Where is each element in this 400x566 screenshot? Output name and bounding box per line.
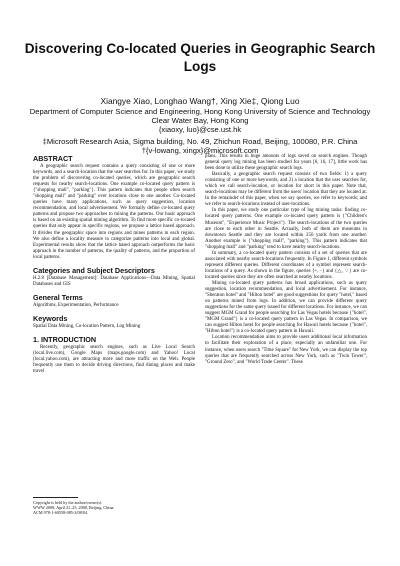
paragraph: Basically, a geographic search request consists of two fields: 1) a query consisting of one or more keywords, and 2) a location that the user searches for, which we call search-location, or location for short in this paper. Note that, search-locations may be different from the users' location that they are located at. In the remainder of this paper, when we say queries, we refer to keywords; and we refer to search-locations instead of user-locations. <box>205 172 367 208</box>
author-names: Xiangye Xiao, Longhao Wang†, Xing Xie‡, Qiong Luo <box>100 96 300 106</box>
affiliation-1: Department of Computer Science and Engineering, Hong Kong University of Science and Technology <box>29 107 371 116</box>
conference-line: WWW 2008, April 21–25, 2008, Beijing, China. <box>33 505 115 511</box>
introduction-text: Recently, geographic search engines, such as Live Local Search (local.live.com), Google Maps (maps.google.com) and Yahoo! Local (local.yahoo.com), are attracting more and more traffic on the Web. People frequently use them to decide driving directions, find dining places and make travel <box>33 344 195 375</box>
keywords-heading: Keywords <box>33 313 68 323</box>
copyright-notice <box>33 497 195 516</box>
general-terms-text: Algorithms, Experimentation, Performance <box>33 302 119 308</box>
general-terms-heading: General Terms <box>33 292 83 302</box>
paper-title: Discovering Co-located Queries in Geographic Search Logs <box>24 41 376 74</box>
categories-text: H.2.8 [Database Management]: Database Applications—Data Mining, Spatial Databases and GIS <box>33 275 195 287</box>
footnote-rule <box>33 497 78 498</box>
keywords-text: Spatial Data Mining, Co-location Pattern, Log Mining <box>33 323 141 329</box>
paragraph: Mining co-located query patterns has broad applications, such as query suggestion, location recommendation, and local advertisement. For instance, "Sheraton hotel" and "Hilton hotel" are good suggestions for query "hotel," based on patterns mined from logs. In addition, we can provide different query suggestions for the same query issued for different locations. For instance, we can suggest MGM Grand for people searching for Las Vegas hotels because {"hotel", "MGM Grand"} is a co-located query pattern in Las Vegas. In comparison, we can suggest Hilton hotel for people searching for Hawaii hotels because {"hotel", "Hilton hotel"} is a co-located query pattern in Hawaii. <box>205 280 367 335</box>
paragraph: Location recommendation aims to provide users additional local information to facilitate their exploration of a place, especially an unfamiliar one. For instance, when users search "Time Square" for New York, we can display the top queries that are frequently searched across New York, such as "Twin Tower", "Ground Zero", and "World Trade Center". These <box>205 335 367 365</box>
paragraph: In this paper, we study one particular type of log mining tasks: finding co-located query patterns. One example co-located query pattern is {"Children's Museum", "Experience Music Project"}. The search-locations of the two queries are close to each other in Seattle. Actually, both of them are museums in downtown Seattle and they are located within 250 yards from one another. Another example is {"shopping mall", "parking"}. This pattern indicates that "shopping mall" and "parking" tend to have nearby search-locations. <box>205 208 367 250</box>
abstract-heading: ABSTRACT <box>33 154 73 163</box>
right-column <box>205 154 367 366</box>
copyright-line: Copyright is held by the author/owner(s). <box>33 500 103 505</box>
acm-line: ACM 978-1-60558-085-2/08/04. <box>33 510 89 516</box>
affiliation-2-email: †{v-lowang, xingx}@microsoft.com <box>141 145 259 155</box>
affiliation-1-address: Clear Water Bay, Hong Kong <box>151 116 249 126</box>
categories-heading: Categories and Subject Descriptors <box>33 265 155 275</box>
paragraph: plans. This results in huge amounts of logs saved on search engines. Though general query log mining has been studied for years [6, 16, 17], little work has been done to utilize these geographic search logs. <box>205 154 367 172</box>
introduction-heading: 1. INTRODUCTION <box>33 334 97 344</box>
paragraph: In summary, a co-located query pattern consists of a set of queries that are associated with nearby search-locations frequently. In Figure 1, different symbols represent different queries. Different coordinates of a symbol represent search-locations of a query. As shown in the figure, queries {+, ◦} and {△, ♢} are co-located queries since they are often searched at nearby locations. <box>205 250 367 280</box>
affiliation-1-email: {xiaoxy, luo}@cse.ust.hk <box>158 125 242 135</box>
author-block <box>20 96 380 155</box>
abstract-text: A geographic search request contains a query consisting of one or more keywords, and a search-location that the user searches for. In this paper, we study the problem of discovering co-located queries, which are geographic search requests for nearby search-locations. One example co-located query pattern is {"shopping mall", "parking"}. This pattern indicates that people often search "shopping mall" and "parking" over locations close to one another. Co-located queries have many applications, such as query suggestion, location recommendation, and local advertisement. We formally define co-located query patterns and propose two approaches to mining the patterns. Our basic approach is based on an existing spatial mining algorithm. To find more specific co-located queries that only appear in specific regions, we propose a lattice based approach. It divides the geographic space into regions and mines patterns in each region. We also define a locality measure to categorize patterns into local and global. Experimental results show that the lattice based approach outperforms the basic approach in the number of patterns, the quality of patterns, and the proportion of local patterns. <box>33 164 195 260</box>
affiliation-2: ‡Microsoft Research Asia, Sigma building, No. 49, Zhichun Road, Beijing, 100080, P.R. China <box>42 136 358 146</box>
left-column <box>33 154 195 375</box>
